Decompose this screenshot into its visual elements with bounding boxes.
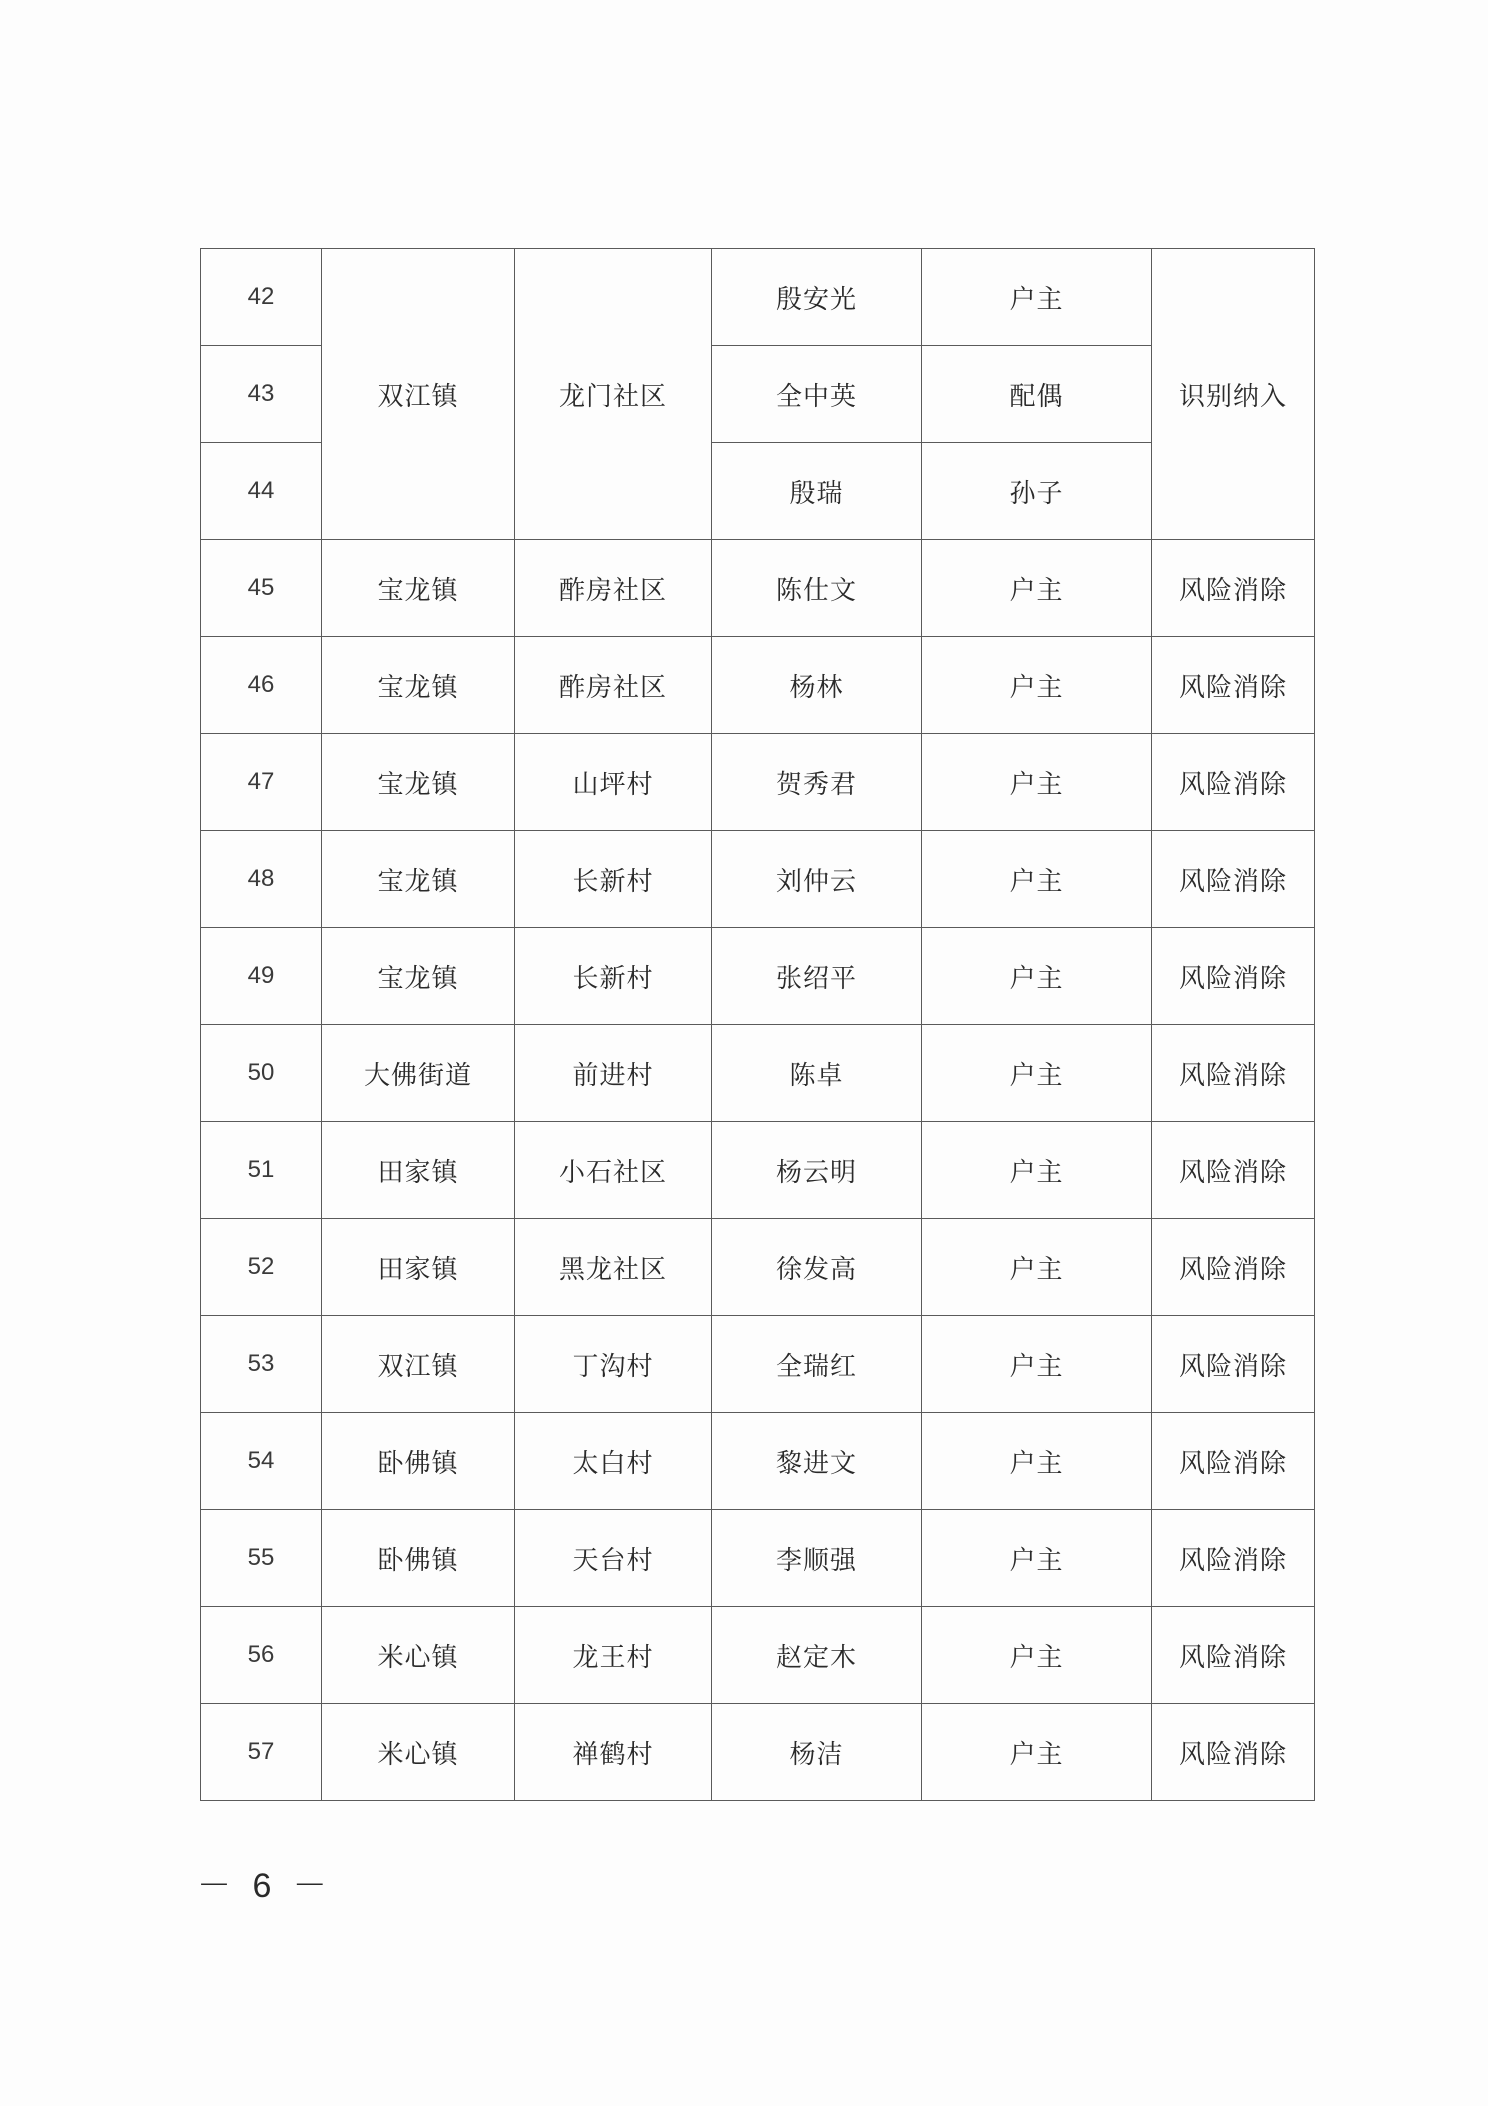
name-cell: 赵定木	[712, 1607, 922, 1704]
name-cell: 殷瑞	[712, 443, 922, 540]
name-cell: 杨洁	[712, 1704, 922, 1801]
row-number-cell: 48	[201, 831, 322, 928]
row-number-cell: 47	[201, 734, 322, 831]
relation-cell: 户主	[922, 1219, 1152, 1316]
relation-cell: 配偶	[922, 346, 1152, 443]
community-cell: 龙门社区	[515, 249, 712, 540]
relation-cell: 户主	[922, 1607, 1152, 1704]
relation-cell: 户主	[922, 1122, 1152, 1219]
name-cell: 杨林	[712, 637, 922, 734]
status-cell: 风险消除	[1152, 928, 1315, 1025]
community-cell: 丁沟村	[515, 1316, 712, 1413]
status-cell: 风险消除	[1152, 831, 1315, 928]
name-cell: 贺秀君	[712, 734, 922, 831]
table-row	[201, 831, 1315, 928]
row-number-cell: 52	[201, 1219, 322, 1316]
town-cell: 卧佛镇	[322, 1510, 515, 1607]
community-cell: 天台村	[515, 1510, 712, 1607]
relation-cell: 户主	[922, 831, 1152, 928]
table-row	[201, 1025, 1315, 1122]
row-number-cell: 53	[201, 1316, 322, 1413]
table-row	[201, 1219, 1315, 1316]
name-cell: 黎进文	[712, 1413, 922, 1510]
roster-table-body	[201, 249, 1315, 1801]
community-cell: 黑龙社区	[515, 1219, 712, 1316]
community-cell: 太白村	[515, 1413, 712, 1510]
town-cell: 米心镇	[322, 1704, 515, 1801]
name-cell: 陈仕文	[712, 540, 922, 637]
row-number-cell: 55	[201, 1510, 322, 1607]
status-cell: 风险消除	[1152, 1219, 1315, 1316]
table-row	[201, 1510, 1315, 1607]
community-cell: 禅鹤村	[515, 1704, 712, 1801]
row-number-cell: 44	[201, 443, 322, 540]
name-cell: 殷安光	[712, 249, 922, 346]
town-cell: 田家镇	[322, 1219, 515, 1316]
town-cell: 大佛街道	[322, 1025, 515, 1122]
community-cell: 小石社区	[515, 1122, 712, 1219]
town-cell: 卧佛镇	[322, 1413, 515, 1510]
relation-cell: 户主	[922, 734, 1152, 831]
table-row	[201, 637, 1315, 734]
status-cell: 识别纳入	[1152, 249, 1315, 540]
town-cell: 宝龙镇	[322, 637, 515, 734]
row-number-cell: 50	[201, 1025, 322, 1122]
name-cell: 陈卓	[712, 1025, 922, 1122]
relation-cell: 户主	[922, 637, 1152, 734]
community-cell: 酢房社区	[515, 540, 712, 637]
status-cell: 风险消除	[1152, 734, 1315, 831]
row-number-cell: 49	[201, 928, 322, 1025]
row-number-cell: 56	[201, 1607, 322, 1704]
table-row	[201, 928, 1315, 1025]
table-row	[201, 734, 1315, 831]
name-cell: 杨云明	[712, 1122, 922, 1219]
name-cell: 徐发高	[712, 1219, 922, 1316]
row-number-cell: 54	[201, 1413, 322, 1510]
town-cell: 米心镇	[322, 1607, 515, 1704]
town-cell: 双江镇	[322, 249, 515, 540]
relation-cell: 户主	[922, 1413, 1152, 1510]
status-cell: 风险消除	[1152, 1316, 1315, 1413]
town-cell: 双江镇	[322, 1316, 515, 1413]
relation-cell: 户主	[922, 540, 1152, 637]
town-cell: 宝龙镇	[322, 734, 515, 831]
table-row	[201, 1704, 1315, 1801]
row-number-cell: 51	[201, 1122, 322, 1219]
row-number-cell: 42	[201, 249, 322, 346]
table-row	[201, 249, 1315, 346]
row-number-cell: 45	[201, 540, 322, 637]
relation-cell: 户主	[922, 1704, 1152, 1801]
table-row	[201, 540, 1315, 637]
town-cell: 宝龙镇	[322, 831, 515, 928]
name-cell: 全瑞红	[712, 1316, 922, 1413]
community-cell: 山坪村	[515, 734, 712, 831]
table-row	[201, 1122, 1315, 1219]
relation-cell: 户主	[922, 1510, 1152, 1607]
table-row	[201, 1607, 1315, 1704]
relation-cell: 孙子	[922, 443, 1152, 540]
status-cell: 风险消除	[1152, 637, 1315, 734]
community-cell: 长新村	[515, 831, 712, 928]
town-cell: 宝龙镇	[322, 928, 515, 1025]
relation-cell: 户主	[922, 249, 1152, 346]
town-cell: 田家镇	[322, 1122, 515, 1219]
status-cell: 风险消除	[1152, 1510, 1315, 1607]
town-cell: 宝龙镇	[322, 540, 515, 637]
name-cell: 刘仲云	[712, 831, 922, 928]
roster-table	[200, 248, 1315, 1801]
relation-cell: 户主	[922, 928, 1152, 1025]
status-cell: 风险消除	[1152, 1025, 1315, 1122]
community-cell: 酢房社区	[515, 637, 712, 734]
community-cell: 长新村	[515, 928, 712, 1025]
status-cell: 风险消除	[1152, 1607, 1315, 1704]
name-cell: 李顺强	[712, 1510, 922, 1607]
community-cell: 前进村	[515, 1025, 712, 1122]
row-number-cell: 57	[201, 1704, 322, 1801]
status-cell: 风险消除	[1152, 1122, 1315, 1219]
relation-cell: 户主	[922, 1316, 1152, 1413]
status-cell: 风险消除	[1152, 1413, 1315, 1510]
table-row	[201, 1316, 1315, 1413]
community-cell: 龙王村	[515, 1607, 712, 1704]
status-cell: 风险消除	[1152, 1704, 1315, 1801]
row-number-cell: 46	[201, 637, 322, 734]
status-cell: 风险消除	[1152, 540, 1315, 637]
relation-cell: 户主	[922, 1025, 1152, 1122]
name-cell: 全中英	[712, 346, 922, 443]
page-number: － 6 －	[197, 1867, 333, 1905]
table-row	[201, 1413, 1315, 1510]
row-number-cell: 43	[201, 346, 322, 443]
name-cell: 张绍平	[712, 928, 922, 1025]
